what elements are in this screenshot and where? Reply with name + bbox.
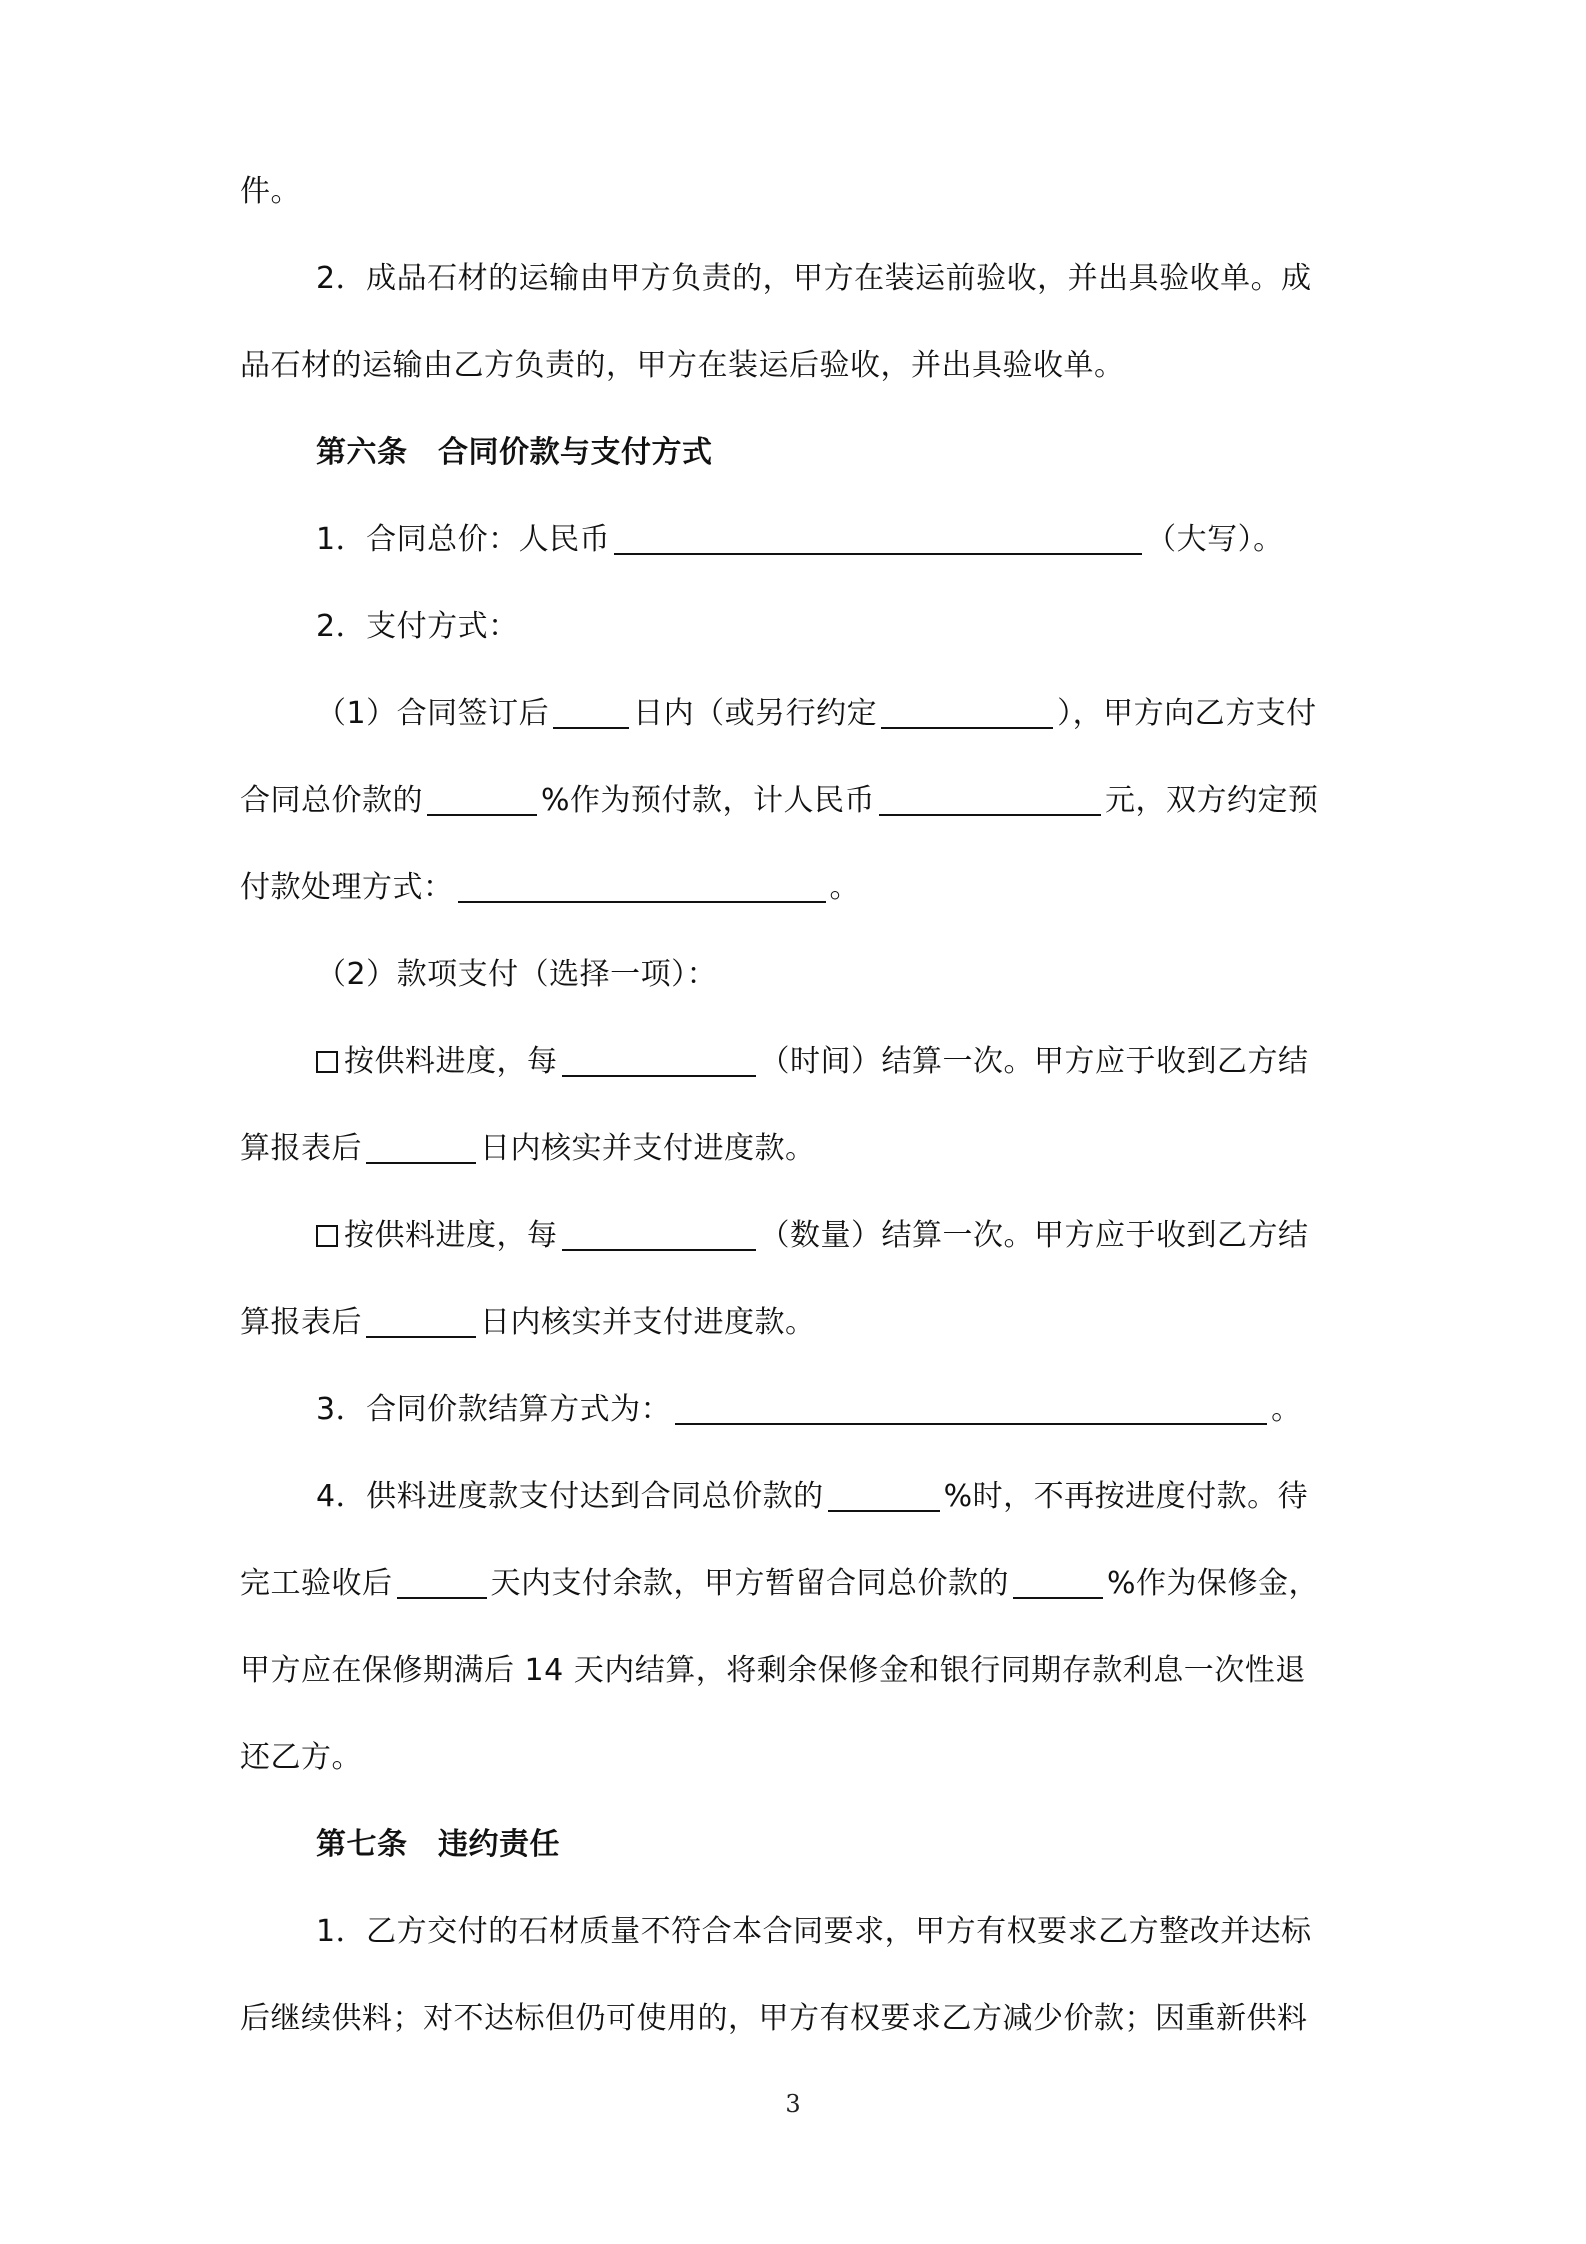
line-text: 元，双方约定预 bbox=[1105, 783, 1319, 818]
line-text: 3．合同价款结算方式为： bbox=[316, 1392, 672, 1427]
line-text: 。 bbox=[1271, 1392, 1302, 1427]
text-line bbox=[316, 1910, 1350, 1954]
text-line bbox=[316, 953, 1350, 997]
text-line bbox=[316, 1214, 1350, 1258]
fill-blank[interactable] bbox=[366, 1304, 476, 1338]
line-text: 算报表后 bbox=[240, 1131, 362, 1166]
section-heading-6 bbox=[316, 431, 1350, 475]
page-number: 3 bbox=[785, 2090, 801, 2118]
line-text: （1）合同签订后 bbox=[316, 696, 550, 731]
line-text: 甲方应在保修期满后 14 天内结算，将剩余保修金和银行同期存款利息一次性退 bbox=[240, 1653, 1306, 1688]
line-text: 品石材的运输由乙方负责的，甲方在装运后验收，并出具验收单。 bbox=[240, 348, 1125, 383]
line-text: %作为预付款，计人民币 bbox=[541, 783, 876, 818]
line-text: （2）款项支付（选择一项）： bbox=[316, 957, 718, 992]
line-text: 日内核实并支付进度款。 bbox=[480, 1131, 816, 1166]
fill-blank[interactable] bbox=[458, 869, 826, 903]
line-text: 4．供料进度款支付达到合同总价款的 bbox=[316, 1479, 824, 1514]
line-text: 付款处理方式： bbox=[240, 870, 454, 905]
fill-blank[interactable] bbox=[562, 1217, 756, 1251]
line-text: 日内核实并支付进度款。 bbox=[480, 1305, 816, 1340]
line-text: 2．成品石材的运输由甲方负责的，甲方在装运前验收，并出具验收单。成 bbox=[316, 261, 1312, 296]
fill-blank[interactable] bbox=[881, 695, 1053, 729]
text-line bbox=[240, 1127, 1350, 1171]
fill-blank[interactable] bbox=[1013, 1565, 1103, 1599]
fill-blank[interactable] bbox=[614, 521, 1142, 555]
fill-blank[interactable] bbox=[366, 1130, 476, 1164]
text-line bbox=[316, 1388, 1350, 1432]
line-text: （时间）结算一次。甲方应于收到乙方结 bbox=[759, 1044, 1309, 1079]
line-text: 算报表后 bbox=[240, 1305, 362, 1340]
line-text: 1．合同总价：人民币 bbox=[316, 522, 611, 557]
text-line bbox=[316, 1040, 1350, 1084]
line-text: （大写）。 bbox=[1146, 522, 1284, 557]
line-text: %时，不再按进度付款。待 bbox=[943, 1479, 1309, 1514]
line-text: 件。 bbox=[240, 174, 301, 209]
line-text: 按供料进度，每 bbox=[344, 1218, 558, 1253]
text-line bbox=[240, 1997, 1350, 2041]
fill-blank[interactable] bbox=[828, 1478, 940, 1512]
heading-text: 第七条 违约责任 bbox=[316, 1827, 560, 1862]
section-heading-7 bbox=[316, 1823, 1350, 1867]
line-text: 还乙方。 bbox=[240, 1740, 362, 1775]
line-text: 2．支付方式： bbox=[316, 609, 519, 644]
text-line bbox=[240, 170, 1350, 214]
text-line bbox=[240, 1562, 1350, 1606]
line-text: ），甲方向乙方支付 bbox=[1057, 696, 1317, 731]
text-line bbox=[316, 518, 1350, 562]
text-line bbox=[316, 692, 1350, 736]
line-text: 日内（或另行约定 bbox=[633, 696, 878, 731]
fill-blank[interactable] bbox=[397, 1565, 487, 1599]
text-line bbox=[240, 866, 1350, 910]
fill-blank[interactable] bbox=[553, 695, 629, 729]
line-text: 合同总价款的 bbox=[240, 783, 423, 818]
option-checkbox[interactable] bbox=[316, 1051, 338, 1073]
line-text: 完工验收后 bbox=[240, 1566, 393, 1601]
text-line bbox=[240, 1649, 1350, 1693]
line-text: 。 bbox=[829, 870, 860, 905]
text-line bbox=[240, 344, 1350, 388]
heading-text: 第六条 合同价款与支付方式 bbox=[316, 435, 713, 470]
line-text: 后继续供料；对不达标但仍可使用的，甲方有权要求乙方减少价款；因重新供料 bbox=[240, 2001, 1308, 2036]
fill-blank[interactable] bbox=[879, 782, 1101, 816]
text-line bbox=[240, 1301, 1350, 1345]
line-text: 按供料进度，每 bbox=[344, 1044, 558, 1079]
text-line bbox=[240, 779, 1350, 823]
option-checkbox[interactable] bbox=[316, 1225, 338, 1247]
text-line bbox=[316, 257, 1350, 301]
line-text: （数量）结算一次。甲方应于收到乙方结 bbox=[759, 1218, 1309, 1253]
fill-blank[interactable] bbox=[562, 1043, 756, 1077]
line-text: %作为保修金， bbox=[1107, 1566, 1320, 1601]
text-line bbox=[240, 1736, 1350, 1780]
line-text: 1．乙方交付的石材质量不符合本合同要求，甲方有权要求乙方整改并达标 bbox=[316, 1914, 1312, 1949]
text-line bbox=[316, 605, 1350, 649]
fill-blank[interactable] bbox=[675, 1391, 1267, 1425]
line-text: 天内支付余款，甲方暂留合同总价款的 bbox=[490, 1566, 1009, 1601]
fill-blank[interactable] bbox=[427, 782, 537, 816]
text-line bbox=[316, 1475, 1350, 1519]
